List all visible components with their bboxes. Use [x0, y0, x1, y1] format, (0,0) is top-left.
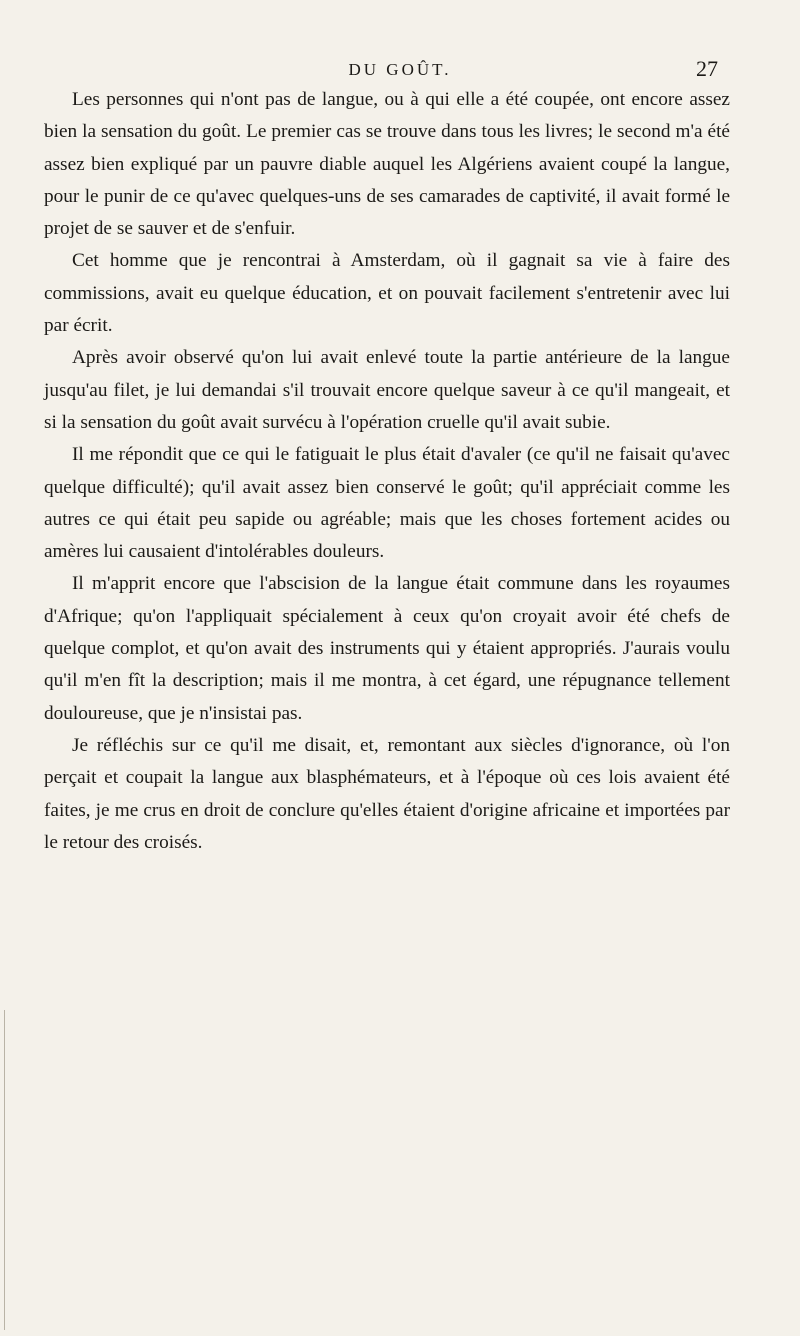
page-number: 27 [696, 56, 718, 81]
running-head [0, 56, 800, 86]
paragraph-6: Je réfléchis sur ce qu'il me disait, et, remontant aux siècles d'ignorance, où l'on perçait et coupait la langue aux blasphémateurs, et à l'époque où ces lois avaient été faites, je me crus en droit de conclure qu'elles étaient d'origine africaine et importées par le retour des croisés. [44, 734, 730, 853]
paragraph-5: Il m'apprit encore que l'abscision de la langue était commune dans les royaumes d'Afrique; qu'on l'appliquait spécialement à ceux qu'on croyait avoir été chefs de quelque complot, et qu'on avait des instruments qui y étaient appropriés. J'aurais voulu qu'il m'en fît la description; mais il me montra, à cet égard, une répugnance tellement douloureuse, que je n'insistai pas. [44, 573, 730, 724]
paragraph-4: Il me répondit que ce qui le fatiguait le plus était d'avaler (ce qu'il ne faisait qu'avec quelque difficulté); qu'il avait assez bien conservé le goût; qu'il appréciait comme les autres ce qui était peu sapide ou agréable; mais que les choses fortement acides ou amères lui causaient d'intolérables douleurs. [44, 444, 730, 563]
page-edge-line [4, 1010, 5, 1330]
body-text [44, 84, 730, 859]
paragraph-1: Les personnes qui n'ont pas de langue, ou à qui elle a été coupée, ont encore assez bien la sensation du goût. Le premier cas se trouve dans tous les livres; le second m'a été assez bien expliqué par un pauvre diable auquel les Algériens avaient coupé la langue, pour le punir de ce qu'avec quelques-uns de ses camarades de captivité, il avait formé le projet de se sauver et de s'enfuir. [44, 89, 730, 240]
paragraph-3: Après avoir observé qu'on lui avait enlevé toute la partie antérieure de la langue jusqu'au filet, je lui demandai s'il trouvait encore quelque saveur à ce qu'il mangeait, et si la sensation du goût avait survécu à l'opération cruelle qu'il avait subie. [44, 347, 730, 433]
paragraph-2: Cet homme que je rencontrai à Amsterdam, où il gagnait sa vie à faire des commissions, avait eu quelque éducation, et on pouvait facilement s'entretenir avec lui par écrit. [44, 250, 730, 337]
running-title: DU GOÛT. [348, 60, 452, 79]
